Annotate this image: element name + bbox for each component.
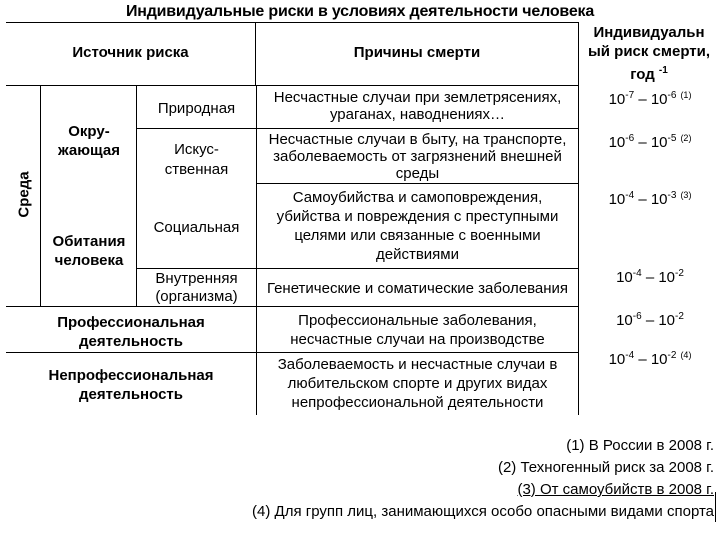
row-line-natural: [136, 128, 578, 129]
page-title: Индивидуальные риски в условиях деятельности человека: [125, 3, 595, 20]
header-causes: Причины смерти: [353, 44, 481, 61]
source-internal: Внутренняя (организма): [155, 270, 238, 305]
rate-social: $10^{-4} - 10^{-3}$ $^{(3)}$: [608, 190, 692, 208]
rate-professional: $10^{-6} - 10^{-2}$: [616, 311, 684, 329]
group-professional: Профессиональная деятельность: [57, 314, 205, 350]
rate-artificial: $10^{-6} - 10^{-5}$ $^{(2)}$: [608, 133, 692, 151]
cause-nonprofessional: Заболеваемость и несчастные случаи в любительском спорте и других видах непрофессиональной деятельности: [277, 356, 558, 411]
cause-artificial: Несчастные случаи в быту, на транспорте, заболеваемость от загрязнений внешней среды: [268, 131, 567, 182]
environment-label: Среда: [15, 171, 33, 218]
cause-internal: Генетические и соматические заболевания: [266, 280, 569, 297]
text-cursor: [715, 492, 716, 522]
group-surrounding: Окру- жающая: [58, 123, 120, 159]
causes-column-right: [578, 85, 579, 415]
source-social: Социальная: [153, 219, 240, 236]
source-artificial: Искус- ственная: [164, 141, 229, 178]
row-line-internal: [6, 306, 578, 307]
group-habitat: Обитания человека: [52, 233, 126, 269]
environment-column-border: [40, 85, 41, 307]
rate-nonprofessional: $10^{-4} - 10^{-2}$ $^{(4)}$: [608, 350, 692, 368]
group-nonprofessional: Непрофессиональная деятельность: [48, 367, 214, 403]
footnote-4: (4) Для групп лиц, занимающихся особо опасными видами спорта: [252, 503, 714, 520]
header-risk: Индивидуальн ый риск смерти, год $^{-1}$: [587, 24, 711, 83]
header-bottom-border: [6, 85, 578, 86]
row-line-social: [136, 268, 578, 269]
rate-natural: $10^{-7} - 10^{-6}$ $^{(1)}$: [608, 90, 692, 108]
source-natural: Природная: [157, 100, 236, 117]
footnote-1: (1) В России в 2008 г.: [566, 437, 714, 454]
footnote-3: (3) От самоубийств в 2008 г.: [517, 481, 714, 498]
cause-professional: Профессиональные заболевания, несчастные случаи на производстве: [290, 312, 545, 348]
table-top-border: [6, 22, 578, 23]
row-line-artificial: [256, 183, 578, 184]
footnote-2: (2) Техногенный риск за 2008 г.: [497, 459, 714, 476]
row-line-professional: [6, 352, 578, 353]
cause-natural: Несчастные случаи при землетрясениях, ураганах, наводнениях…: [273, 89, 562, 123]
rate-internal: $10^{-4} - 10^{-2}$: [616, 268, 684, 286]
cause-social: Самоубийства и самоповреждения, убийства и повреждения с преступными целями или связанные с военными действиями: [276, 189, 559, 263]
header-source: Источник риска: [72, 44, 189, 61]
